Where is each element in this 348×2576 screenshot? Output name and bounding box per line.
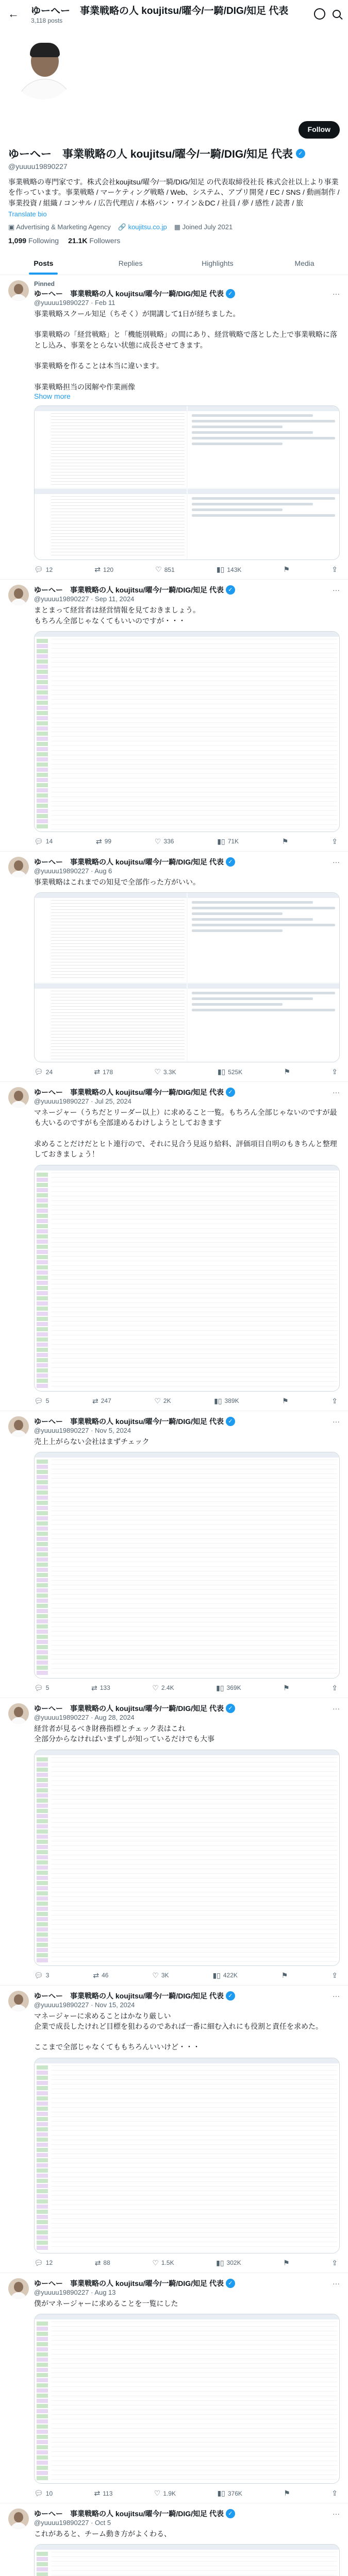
tweet-content xyxy=(34,857,340,1076)
like-button[interactable]: ♡ 336 xyxy=(154,837,174,845)
bookmark-icon: ⚑ xyxy=(284,1067,291,1076)
tweet-handle: @yuuuu19890227 xyxy=(34,1097,89,1106)
media-image[interactable] xyxy=(35,632,339,832)
tweet-avatar[interactable] xyxy=(8,1416,29,1437)
tweet-actions xyxy=(34,1684,340,1692)
tweet-author-name[interactable]: ゆーへー 事業戦略の人 koujitsu/曜今/一騎/DIG/知足 代表 xyxy=(34,2510,224,2518)
bookmark-icon: ⚑ xyxy=(284,2489,290,2498)
tweet-header xyxy=(34,1991,340,2001)
tweet-media[interactable] xyxy=(34,1452,340,1679)
tweet-text: 事業戦略はこれまでの知見で全部作った方がいい。 xyxy=(34,877,200,886)
repost-button[interactable]: ⇄ 46 xyxy=(93,1971,109,1979)
views-button[interactable]: ▮▯ 71K xyxy=(217,837,239,845)
heart-icon: ♡ xyxy=(154,837,161,845)
tweet-header xyxy=(34,289,340,299)
more-options-icon[interactable]: ··· xyxy=(333,289,340,298)
media-image[interactable] xyxy=(35,893,187,982)
tweet-date[interactable]: Aug 6 xyxy=(94,867,112,875)
tweet-text: これがあると、チーム動き方がよくわる、 xyxy=(34,2530,171,2538)
tweet-author-name[interactable]: ゆーへー 事業戦略の人 koujitsu/曜今/一騎/DIG/知足 代表 xyxy=(34,1991,224,2000)
reply-icon: 💬︎ xyxy=(34,2258,43,2267)
bookmark-icon: ⚑ xyxy=(281,837,289,845)
verified-badge-icon: ✓ xyxy=(226,857,235,867)
views-button[interactable]: ▮▯ 376K xyxy=(217,2489,242,2498)
tweet[interactable] xyxy=(0,2503,348,2576)
profile-name-row xyxy=(8,146,340,161)
tweet-content xyxy=(34,1087,340,1405)
more-options-icon[interactable]: ··· xyxy=(333,2510,340,2518)
reply-button[interactable]: 💬︎ 14 xyxy=(34,837,53,845)
tweet-date[interactable]: Nov 5, 2024 xyxy=(95,1426,131,1434)
more-options-icon[interactable]: ··· xyxy=(333,857,340,866)
reply-button[interactable]: 💬︎ 5 xyxy=(34,1683,49,1692)
media-image[interactable] xyxy=(35,1165,339,1391)
reply-icon: 💬︎ xyxy=(34,1683,43,1692)
follow-button[interactable]: Follow xyxy=(299,121,340,139)
tweet-actions xyxy=(34,1971,340,1980)
tweet-meta: @yuuuu19890227 · Feb 11 xyxy=(34,298,115,307)
category-item: ▣ Advertising & Marketing Agency xyxy=(8,223,111,231)
reply-icon: 💬︎ xyxy=(34,565,43,574)
profile-tabs xyxy=(0,252,348,275)
tweet-date[interactable]: Jul 25, 2024 xyxy=(95,1097,131,1106)
tweet-author-name[interactable]: ゆーへー 事業戦略の人 koujitsu/曜今/一騎/DIG/知足 代表 xyxy=(34,857,224,866)
tab-highlights[interactable]: Highlights xyxy=(202,259,234,267)
tweet-feed xyxy=(0,275,348,2576)
tweet-meta: @yuuuu19890227 · Nov 5, 2024 xyxy=(34,1426,131,1434)
views-button[interactable]: ▮▯ 369K xyxy=(216,1683,241,1692)
views-icon: ▮▯ xyxy=(217,1067,226,1076)
repost-icon: ⇄ xyxy=(92,1396,98,1405)
repost-button[interactable]: ⇄ 247 xyxy=(92,1396,111,1405)
tweet-actions xyxy=(34,2489,340,2498)
verified-badge-icon: ✓ xyxy=(226,1088,235,1097)
tweet-avatar[interactable] xyxy=(8,1991,29,2011)
translate-bio-link[interactable]: Translate bio xyxy=(8,210,47,218)
verified-badge-icon: ✓ xyxy=(226,2509,235,2518)
top-bar-posts-count: 3,118 posts xyxy=(31,17,63,24)
tab-posts[interactable]: Posts xyxy=(0,252,87,275)
views-icon: ▮▯ xyxy=(216,565,225,574)
tweet-content xyxy=(34,280,340,574)
views-icon: ▮▯ xyxy=(216,2258,224,2267)
media-image[interactable] xyxy=(35,489,187,560)
top-bar-icons xyxy=(314,8,341,20)
more-options-icon[interactable]: ··· xyxy=(333,586,340,595)
media-image[interactable] xyxy=(35,2545,339,2576)
share-icon: ⇪ xyxy=(332,1971,338,1979)
tweet-author-name[interactable]: ゆーへー 事業戦略の人 koujitsu/曜今/一騎/DIG/知足 代表 xyxy=(34,2279,224,2287)
more-options-icon[interactable]: ··· xyxy=(333,1417,340,1426)
share-button[interactable] xyxy=(332,2259,338,2267)
calendar-icon: ▦ xyxy=(174,223,181,231)
reply-button[interactable]: 💬︎ 12 xyxy=(34,565,53,574)
like-button[interactable]: ♡ 1.5K xyxy=(152,2258,174,2267)
link-icon: 🔗 xyxy=(118,223,126,231)
bookmark-button[interactable] xyxy=(284,565,290,574)
tweet-content xyxy=(34,1416,340,1692)
heart-icon: ♡ xyxy=(152,1971,159,1979)
reply-icon: 💬︎ xyxy=(34,1067,43,1076)
tweet-meta: @yuuuu19890227 · Nov 15, 2024 xyxy=(34,2001,135,2009)
more-options-icon[interactable]: ··· xyxy=(333,1704,340,1713)
repost-icon: ⇄ xyxy=(95,837,102,845)
tweet-avatar[interactable] xyxy=(8,2509,29,2529)
media-image[interactable] xyxy=(188,489,340,560)
share-button[interactable] xyxy=(332,2489,338,2498)
tweet-header xyxy=(34,1087,340,1097)
tweet[interactable] xyxy=(0,580,348,852)
profile-meta xyxy=(8,223,340,231)
tweet-media[interactable] xyxy=(34,2314,340,2484)
repost-icon: ⇄ xyxy=(91,1683,97,1692)
like-button[interactable]: ♡ 3.3K xyxy=(154,1067,176,1076)
follow-row xyxy=(8,115,340,146)
verified-badge-icon: ✓ xyxy=(226,1704,235,1713)
tweet-meta: @yuuuu19890227 · Aug 13 xyxy=(34,2288,116,2296)
tweet-media[interactable] xyxy=(34,2058,340,2253)
share-icon: ⇪ xyxy=(332,1396,338,1405)
share-icon: ⇪ xyxy=(332,2258,338,2267)
tweet-avatar[interactable] xyxy=(8,2278,29,2299)
profile-name: ゆーへー 事業戦略の人 koujitsu/曜今/一騎/DIG/知足 代表 xyxy=(8,148,293,160)
bookmark-button[interactable] xyxy=(283,2259,290,2267)
tweet-avatar[interactable] xyxy=(8,1087,29,1108)
more-options-icon[interactable]: ··· xyxy=(333,2279,340,2287)
tweet-handle: @yuuuu19890227 xyxy=(34,2001,89,2009)
bookmark-button[interactable] xyxy=(282,837,289,846)
tweet-author-name[interactable]: ゆーへー 事業戦略の人 koujitsu/曜今/一騎/DIG/知足 代表 xyxy=(34,586,224,595)
heart-icon: ♡ xyxy=(155,565,162,574)
bookmark-icon: ⚑ xyxy=(282,1396,289,1405)
media-image[interactable] xyxy=(35,1452,339,1678)
following-count[interactable]: 1,099 Following xyxy=(8,236,59,245)
website-link[interactable]: 🔗 koujitsu.co.jp xyxy=(118,223,167,231)
more-options-icon[interactable]: ··· xyxy=(333,1991,340,2000)
tweet-handle: @yuuuu19890227 xyxy=(34,867,89,875)
share-icon: ⇪ xyxy=(332,565,338,574)
top-bar-name: ゆーへー 事業戦略の人 koujitsu/曜今/一騎/DIG/知足 代表 xyxy=(31,6,289,16)
tweet-handle: @yuuuu19890227 xyxy=(34,1426,89,1434)
repost-button[interactable]: ⇄ 133 xyxy=(91,1683,110,1692)
views-button[interactable]: ▮▯ 422K xyxy=(212,1971,238,1979)
tweet[interactable] xyxy=(0,1082,348,1411)
media-image[interactable] xyxy=(35,2058,339,2253)
views-button[interactable]: ▮▯ 525K xyxy=(217,1067,243,1076)
media-image[interactable] xyxy=(35,1750,339,1965)
tweet-handle: @yuuuu19890227 xyxy=(34,2288,89,2296)
reply-button[interactable]: 💬︎ 12 xyxy=(34,2258,53,2267)
tweet-avatar[interactable] xyxy=(8,585,29,605)
share-button[interactable] xyxy=(332,565,338,574)
tweet-date[interactable]: Nov 15, 2024 xyxy=(95,2001,135,2009)
profile-bio: 事業戦略の専門家です。株式会社koujitsu/曜今/一騎/DIG/知足 の代表取締役社長 株式会社以上より事業を作っています。事業戦略 / マーケティング戦略 / Web、システム、アプリ開発 / EC / SNS / 動画制作 / 事業投資 / 組織 / コンサル / 広告代理店 / 本格パン・ワイン＆DC / 社員 / 夢 / 感性 / 読書 / 旅 xyxy=(8,178,340,207)
media-image[interactable] xyxy=(35,406,187,488)
tweet-media[interactable] xyxy=(34,631,340,832)
media-image[interactable] xyxy=(35,984,187,1062)
tweet-text: 事業戦略スクール知足（ちそく）が開講して1日が経ちました。 事業戦略の「経営戦略」と「機能別戦略」の間にあり、経営戦略で落とした上で事業戦略に落とし込み、事業をとらない状態に成長させてきます。 事業戦略を作ることは本当に違います。 事業戦略担当の図解や作業画像 xyxy=(34,309,337,391)
tweet-actions xyxy=(34,837,340,846)
media-image[interactable] xyxy=(188,984,340,1062)
tweet-meta: @yuuuu19890227 · Jul 25, 2024 xyxy=(34,1097,131,1106)
bookmark-icon: ⚑ xyxy=(283,1683,290,1692)
tweet-text: 経営者が見るべき財務指標とチェック表はこれ 全部分からなければいまずしが知っているだけでも大事 xyxy=(34,1724,214,1743)
bookmark-button[interactable] xyxy=(281,1971,288,1980)
heart-icon: ♡ xyxy=(152,2258,159,2267)
heart-icon: ♡ xyxy=(154,1067,161,1076)
tweet-author-name[interactable]: ゆーへー 事業戦略の人 koujitsu/曜今/一騎/DIG/知足 代表 xyxy=(34,1088,224,1097)
repost-button[interactable]: ⇄ 99 xyxy=(95,837,112,845)
briefcase-icon: ▣ xyxy=(8,223,15,231)
tweet-text: 売上上がらない会社はまずチェック xyxy=(34,1437,150,1446)
verified-badge-icon: ✓ xyxy=(226,1417,235,1426)
tweet-content xyxy=(34,2509,340,2576)
share-icon: ⇪ xyxy=(332,1067,338,1076)
media-image[interactable] xyxy=(188,893,340,982)
share-button[interactable] xyxy=(332,837,338,846)
tweet-header xyxy=(34,2278,340,2289)
tweet-header xyxy=(34,1703,340,1714)
reply-icon: 💬︎ xyxy=(34,2489,43,2498)
verified-badge-icon: ✓ xyxy=(226,289,235,298)
repost-button[interactable]: ⇄ 178 xyxy=(94,1067,113,1076)
tweet-actions xyxy=(34,1397,340,1405)
verified-badge-icon: ✓ xyxy=(226,1991,235,2001)
heart-icon: ♡ xyxy=(154,1396,161,1405)
reply-button[interactable]: 💬︎ 10 xyxy=(34,2489,53,2498)
views-icon: ▮▯ xyxy=(217,2489,225,2498)
media-image[interactable] xyxy=(35,2314,339,2483)
bookmark-button[interactable] xyxy=(284,2489,290,2498)
tweet-meta: @yuuuu19890227 · Sep 11, 2024 xyxy=(34,595,135,603)
reply-button[interactable]: 💬︎ 5 xyxy=(34,1396,49,1405)
tweet-media[interactable] xyxy=(34,2544,340,2576)
tweet-header xyxy=(34,585,340,595)
verified-badge-icon: ✓ xyxy=(226,585,235,595)
tweet-media[interactable] xyxy=(34,1165,340,1392)
tweet-media[interactable] xyxy=(34,892,340,1062)
tweet-header xyxy=(34,2509,340,2519)
views-button[interactable]: ▮▯ 143K xyxy=(216,565,242,574)
tweet-header xyxy=(34,1416,340,1427)
pinned-label: Pinned xyxy=(34,280,55,287)
tweet-meta: @yuuuu19890227 · Oct 5 xyxy=(34,2519,111,2527)
top-bar-titles xyxy=(31,3,303,24)
like-button[interactable]: ♡ 851 xyxy=(155,565,175,574)
tweet-content xyxy=(34,585,340,846)
bookmark-button[interactable] xyxy=(284,1067,290,1076)
tweet-actions xyxy=(34,2259,340,2267)
tweet[interactable] xyxy=(0,275,348,580)
tweet[interactable] xyxy=(0,1698,348,1986)
tweet-date[interactable]: Oct 5 xyxy=(95,2519,111,2527)
share-button[interactable] xyxy=(332,1397,338,1405)
tweet-content xyxy=(34,1991,340,2267)
media-image[interactable] xyxy=(188,406,340,488)
profile-avatar[interactable] xyxy=(8,32,77,101)
tweet-meta: @yuuuu19890227 · Aug 28, 2024 xyxy=(34,1713,135,1721)
tweet[interactable] xyxy=(0,2273,348,2503)
tweet-date[interactable]: Feb 11 xyxy=(95,298,115,307)
tab-media[interactable]: Media xyxy=(294,259,314,267)
top-bar xyxy=(0,0,348,27)
views-icon: ▮▯ xyxy=(217,837,225,845)
repost-icon: ⇄ xyxy=(94,565,101,574)
tweet-handle: @yuuuu19890227 xyxy=(34,2519,89,2527)
tweet-media[interactable] xyxy=(34,405,340,560)
tweet-date[interactable]: Aug 13 xyxy=(94,2288,116,2296)
tweet-text: 僕がマネージャーに求めることを一覧にした xyxy=(34,2299,178,2308)
repost-icon: ⇄ xyxy=(94,2258,101,2267)
repost-icon: ⇄ xyxy=(94,1067,101,1076)
bookmark-icon: ⚑ xyxy=(281,1971,288,1979)
tweet-actions xyxy=(34,1067,340,1076)
heart-icon: ♡ xyxy=(154,2489,161,2498)
followers-count[interactable]: 21.1K Followers xyxy=(68,236,121,245)
share-icon: ⇪ xyxy=(332,2489,338,2498)
tweet-content xyxy=(34,2278,340,2498)
share-button[interactable] xyxy=(332,1971,338,1980)
tweet-text: マネージャーに求めることはかなり厳しい 企業で成長したけれど目標を狙わるのであれば一番に細む入れにも役割と責任を求めた。 ここまで全部じゃなくてももちろんいいけど・・・ xyxy=(34,2011,323,2052)
tweet-media[interactable] xyxy=(34,1750,340,1966)
heart-icon: ♡ xyxy=(152,1683,159,1692)
tweet-author-name[interactable]: ゆーへー 事業戦略の人 koujitsu/曜今/一騎/DIG/知足 代表 xyxy=(34,1417,224,1426)
reply-icon: 💬︎ xyxy=(34,1971,43,1979)
tweet[interactable] xyxy=(0,1986,348,2273)
tweet-avatar[interactable] xyxy=(8,280,29,301)
repost-icon: ⇄ xyxy=(94,2489,101,2498)
verified-badge-icon: ✓ xyxy=(226,2279,235,2288)
tweet[interactable] xyxy=(0,1411,348,1698)
like-button[interactable]: ♡ 2.4K xyxy=(152,1683,174,1692)
share-icon: ⇪ xyxy=(332,1683,338,1692)
tweet-author-name[interactable]: ゆーへー 事業戦略の人 koujitsu/曜今/一騎/DIG/知足 代表 xyxy=(34,1704,224,1713)
like-button[interactable]: ♡ 3K xyxy=(152,1971,169,1979)
tweet-header xyxy=(34,857,340,867)
reply-icon: 💬︎ xyxy=(34,1396,43,1405)
reply-button[interactable]: 💬︎ 3 xyxy=(34,1971,49,1979)
repost-button[interactable]: ⇄ 120 xyxy=(94,565,114,574)
tweet-content xyxy=(34,1703,340,1980)
views-icon: ▮▯ xyxy=(214,1396,222,1405)
tweet-handle: @yuuuu19890227 xyxy=(34,298,89,307)
tweet-date[interactable]: Aug 28, 2024 xyxy=(94,1713,135,1721)
search-icon[interactable] xyxy=(333,10,341,18)
bookmark-icon: ⚑ xyxy=(283,565,290,574)
share-icon: ⇪ xyxy=(332,837,338,845)
tab-replies[interactable]: Replies xyxy=(118,259,143,267)
like-button[interactable]: ♡ 2K xyxy=(154,1396,171,1405)
views-icon: ▮▯ xyxy=(212,1971,221,1979)
tweet-text: まとまって経営者は経営情報を見ておきましょう。 もちろん全部じゃなくてもいいのですが・・・ xyxy=(34,606,200,625)
repost-button[interactable]: ⇄ 88 xyxy=(94,2258,110,2267)
tweet-handle: @yuuuu19890227 xyxy=(34,1713,89,1721)
reply-icon: 💬︎ xyxy=(34,837,43,845)
reply-button[interactable]: 💬︎ 24 xyxy=(34,1067,53,1076)
tweet-avatar[interactable] xyxy=(8,857,29,877)
views-button[interactable]: ▮▯ 389K xyxy=(214,1396,239,1405)
tweet-author-name[interactable]: ゆーへー 事業戦略の人 koujitsu/曜今/一騎/DIG/知足 代表 xyxy=(34,289,224,298)
views-icon: ▮▯ xyxy=(216,1683,224,1692)
tweet[interactable] xyxy=(0,852,348,1082)
bookmark-button[interactable] xyxy=(282,1397,289,1405)
share-button[interactable] xyxy=(332,1684,338,1692)
verified-badge-icon: ✓ xyxy=(296,149,305,158)
views-button[interactable]: ▮▯ 302K xyxy=(216,2258,241,2267)
tweet-meta: @yuuuu19890227 · Aug 6 xyxy=(34,867,112,875)
grok-icon[interactable] xyxy=(314,8,325,20)
show-more-link[interactable]: Show more xyxy=(34,392,71,401)
follow-counts xyxy=(8,236,340,245)
tweet-actions xyxy=(34,565,340,574)
profile-handle: @yuuuu19890227 xyxy=(8,162,68,171)
like-button[interactable]: ♡ 1.9K xyxy=(154,2489,176,2498)
bookmark-button[interactable] xyxy=(283,1684,290,1692)
profile-section xyxy=(0,115,348,245)
back-arrow-icon[interactable]: ← xyxy=(8,7,19,20)
repost-button[interactable]: ⇄ 113 xyxy=(94,2489,113,2498)
joined-date: ▦ Joined July 2021 xyxy=(174,223,233,231)
tweet-handle: @yuuuu19890227 xyxy=(34,595,89,603)
share-button[interactable] xyxy=(332,1067,338,1076)
tweet-text: マネージャー（うちだとリーダー以上）に求めること一覧。もちろん全部じゃないのですが最も大いるのですがも全部達めるわけしようとしておきます 求めることだけだとヒト連行ので、それに見合う見返り給料、評価項目自明のもきちんと整理しておきましょう！ xyxy=(34,1108,337,1159)
tweet-date[interactable]: Sep 11, 2024 xyxy=(95,595,135,603)
more-options-icon[interactable]: ··· xyxy=(333,1088,340,1097)
repost-icon: ⇄ xyxy=(93,1971,100,1979)
bookmark-icon: ⚑ xyxy=(283,2258,290,2267)
tweet-avatar[interactable] xyxy=(8,1703,29,1724)
